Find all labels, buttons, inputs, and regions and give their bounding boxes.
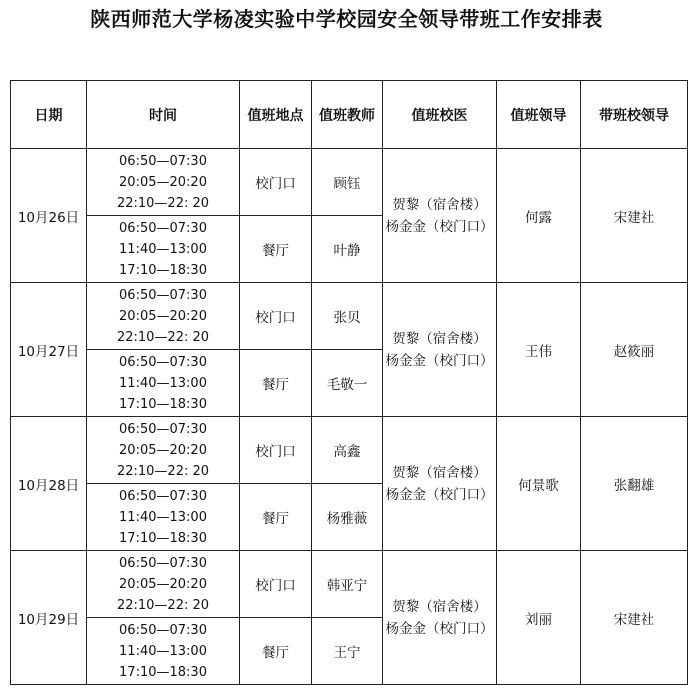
teacher-cell: 杨雅薇	[312, 484, 383, 551]
table-row	[11, 417, 688, 484]
time-cell: 06:50—07:30 11:40—13:00 17:10—18:30	[87, 484, 240, 551]
doctor-cell: 贺黎（宿舍楼） 杨金金（校门口）	[383, 149, 497, 283]
duty-schedule-table	[10, 80, 688, 685]
school-leader-cell: 宋建社	[581, 149, 688, 283]
time-cell: 06:50—07:30 20:05—20:20 22:10—22: 20	[87, 283, 240, 350]
teacher-cell: 韩亚宁	[312, 551, 383, 618]
teacher-cell: 王宁	[312, 618, 383, 685]
school-leader-cell: 张翻雄	[581, 417, 688, 551]
leader-cell: 刘丽	[497, 551, 581, 685]
header-school-leader: 带班校领导	[581, 81, 688, 149]
header-teacher: 值班教师	[312, 81, 383, 149]
teacher-cell: 张贝	[312, 283, 383, 350]
teacher-cell: 顾钰	[312, 149, 383, 216]
leader-cell: 何景歌	[497, 417, 581, 551]
doctor-cell: 贺黎（宿舍楼） 杨金金（校门口）	[383, 417, 497, 551]
location-cell: 餐厅	[240, 618, 312, 685]
time-cell: 06:50—07:30 20:05—20:20 22:10—22: 20	[87, 149, 240, 216]
table-row	[11, 283, 688, 350]
table-row	[11, 149, 688, 216]
location-cell: 校门口	[240, 551, 312, 618]
leader-cell: 王伟	[497, 283, 581, 417]
date-cell: 10月27日	[11, 283, 87, 417]
date-cell: 10月28日	[11, 417, 87, 551]
doctor-cell: 贺黎（宿舍楼） 杨金金（校门口）	[383, 283, 497, 417]
time-cell: 06:50—07:30 11:40—13:00 17:10—18:30	[87, 350, 240, 417]
location-cell: 校门口	[240, 417, 312, 484]
time-cell: 06:50—07:30 20:05—20:20 22:10—22: 20	[87, 551, 240, 618]
header-row	[11, 81, 688, 149]
leader-cell: 何露	[497, 149, 581, 283]
header-leader: 值班领导	[497, 81, 581, 149]
location-cell: 校门口	[240, 283, 312, 350]
header-doctor: 值班校医	[383, 81, 497, 149]
doctor-cell: 贺黎（宿舍楼） 杨金金（校门口）	[383, 551, 497, 685]
location-cell: 餐厅	[240, 350, 312, 417]
header-location: 值班地点	[240, 81, 312, 149]
school-leader-cell: 赵筱丽	[581, 283, 688, 417]
location-cell: 餐厅	[240, 484, 312, 551]
table-row	[11, 551, 688, 618]
teacher-cell: 叶静	[312, 216, 383, 283]
location-cell: 校门口	[240, 149, 312, 216]
header-date: 日期	[11, 81, 87, 149]
header-time: 时间	[87, 81, 240, 149]
teacher-cell: 毛敬一	[312, 350, 383, 417]
time-cell: 06:50—07:30 11:40—13:00 17:10—18:30	[87, 216, 240, 283]
date-cell: 10月26日	[11, 149, 87, 283]
time-cell: 06:50—07:30 20:05—20:20 22:10—22: 20	[87, 417, 240, 484]
location-cell: 餐厅	[240, 216, 312, 283]
page-title: 陕西师范大学杨凌实验中学校园安全领导带班工作安排表	[90, 7, 603, 31]
teacher-cell: 高鑫	[312, 417, 383, 484]
date-cell: 10月29日	[11, 551, 87, 685]
school-leader-cell: 宋建社	[581, 551, 688, 685]
time-cell: 06:50—07:30 11:40—13:00 17:10—18:30	[87, 618, 240, 685]
